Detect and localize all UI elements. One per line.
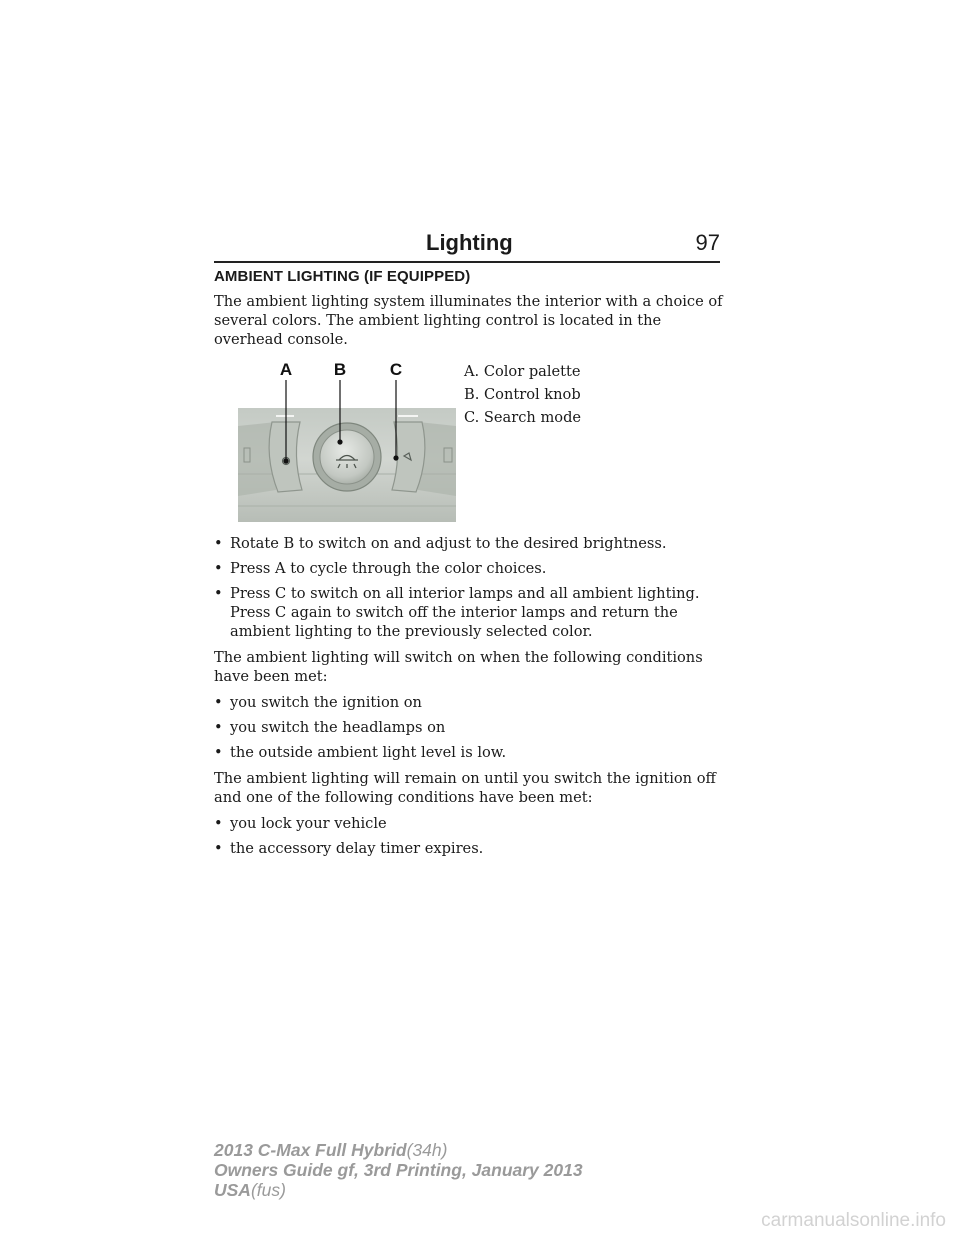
header-rule <box>214 261 720 263</box>
legend-item-b: B. Control knob <box>464 386 581 403</box>
overhead-console-illustration <box>236 356 458 522</box>
callout-dot-b <box>337 439 342 444</box>
list-item: • the accessory delay timer expires. <box>214 840 484 857</box>
bullet-icon: • <box>214 744 223 761</box>
figure-legend <box>464 362 581 431</box>
list-item: • you switch the headlamps on <box>214 719 446 736</box>
legend-item-a: A. Color palette <box>464 363 581 380</box>
section-heading: AMBIENT LIGHTING (IF EQUIPPED) <box>214 268 471 285</box>
page-footer <box>214 1140 583 1200</box>
page-content <box>214 268 724 865</box>
list-item: • Press A to cycle through the color choices. <box>214 560 547 577</box>
footer-line-2: Owners Guide gf, 3rd Printing, January 2013 <box>214 1160 583 1180</box>
operation-bullet-list <box>214 534 724 641</box>
bullet-icon: • <box>214 840 223 857</box>
list-item: • Rotate B to switch on and adjust to the desired brightness. <box>214 535 667 552</box>
footer-line-3: USA(fus) <box>214 1180 286 1200</box>
watermark: carmanualsonline.info <box>761 1210 946 1231</box>
bullet-icon: • <box>214 719 223 736</box>
figure-row <box>214 356 724 524</box>
callout-label-b: B <box>333 360 347 379</box>
intro-paragraph: The ambient lighting system illuminates the interior with a choice of several colors. The ambient lighting control is located in the overhead console. <box>214 293 723 348</box>
ambient-lighting-control-figure <box>236 356 458 522</box>
list-item: • you switch the ignition on <box>214 694 422 711</box>
switch-on-conditions-paragraph: The ambient lighting will switch on when the following conditions have been met: <box>214 649 703 685</box>
callout-dot-a <box>283 458 288 463</box>
footer-line-1: 2013 C-Max Full Hybrid(34h) <box>214 1140 448 1160</box>
switch-on-conditions-list <box>214 693 724 762</box>
list-item: • you lock your vehicle <box>214 815 387 832</box>
bullet-icon: • <box>214 560 223 577</box>
callout-dot-c <box>393 455 398 460</box>
list-item: • the outside ambient light level is low. <box>214 744 507 761</box>
callout-label-a: A <box>279 360 293 379</box>
callout-label-c: C <box>389 360 403 379</box>
remain-on-conditions-list <box>214 814 724 858</box>
legend-item-c: C. Search mode <box>464 409 582 426</box>
list-item: • Press C to switch on all interior lamps and all ambient lighting. Press C again to switch off the interior lamps and return the ambient lighting to the previously selected color. <box>214 585 700 640</box>
bullet-icon: • <box>214 694 223 711</box>
control-knob <box>320 430 374 484</box>
page-header <box>214 230 720 258</box>
bullet-icon: • <box>214 815 223 832</box>
chapter-title: Lighting <box>426 230 513 255</box>
bullet-icon: • <box>214 535 223 552</box>
bullet-icon: • <box>214 585 223 602</box>
remain-on-conditions-paragraph: The ambient lighting will remain on until you switch the ignition off and one of the following conditions have been met: <box>214 770 716 806</box>
page-number: 97 <box>695 230 720 255</box>
